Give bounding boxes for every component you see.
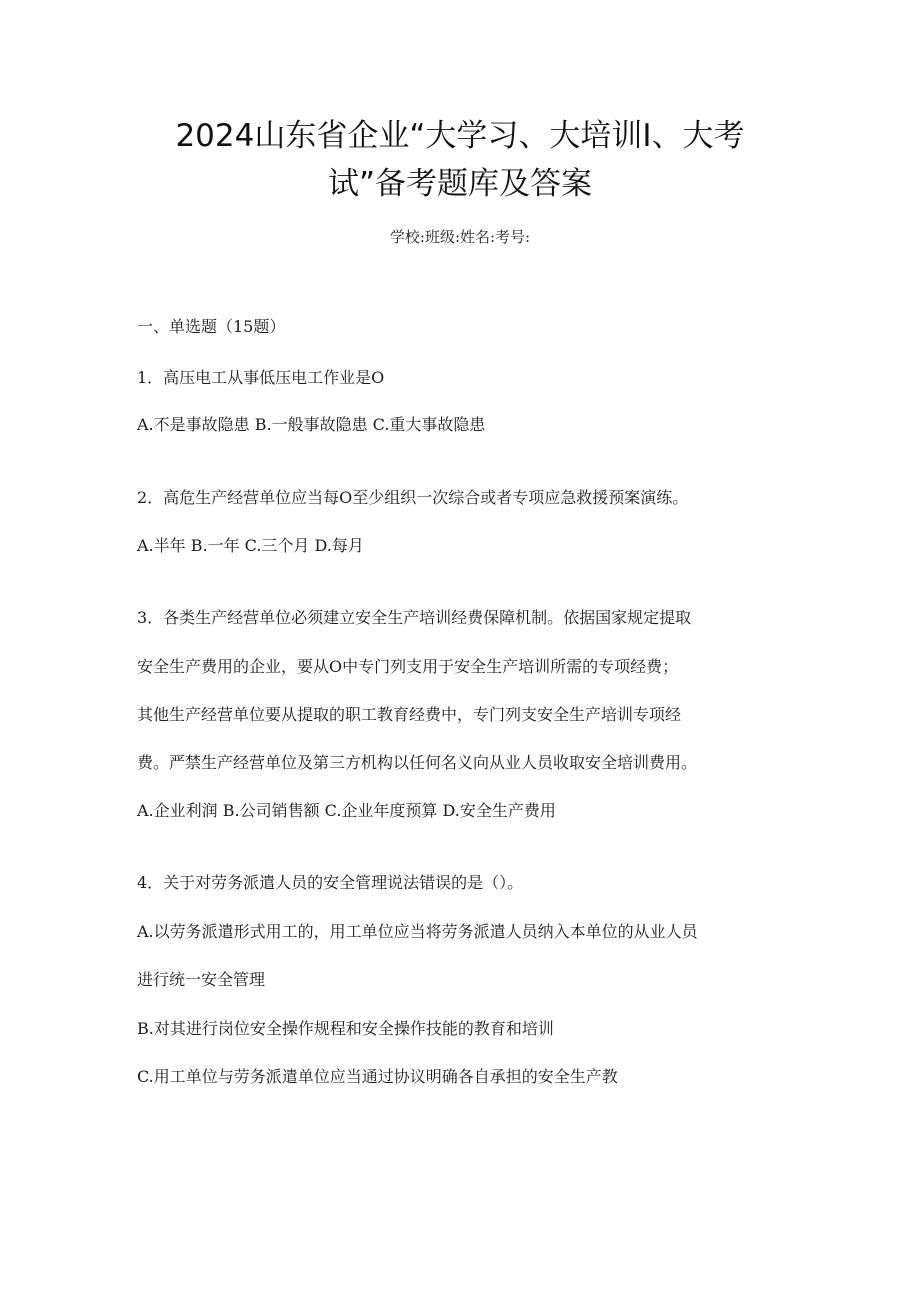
question-2-options: A.半年 B.一年 C.三个月 D.每月 bbox=[137, 536, 364, 555]
section-heading: 一、单选题（15题） bbox=[137, 317, 286, 336]
question-3-options: A.企业利润 B.公司销售额 C.企业年度预算 D.安全生产费用 bbox=[137, 801, 556, 820]
question-4-option-a-line-2: 进行统一安全管理 bbox=[137, 970, 266, 989]
question-4-text: 4．关于对劳务派遣人员的安全管理说法错误的是（）。 bbox=[137, 873, 524, 892]
question-3-text-line-3: 其他生产经营单位要从提取的职工教育经费中，专门列支安全生产培训专项经 bbox=[137, 705, 682, 724]
question-3-text-line-2: 安全生产费用的企业，要从O中专门列支用于安全生产培训所需的专项经费； bbox=[137, 657, 679, 676]
school-info-line: 学校:班级:姓名:考号: bbox=[389, 228, 531, 246]
question-4-option-c: C.用工单位与劳务派遣单位应当通过协议明确各自承担的安全生产教 bbox=[137, 1067, 618, 1086]
question-1-options: A.不是事故隐患 B.一般事故隐患 C.重大事故隐患 bbox=[137, 415, 486, 434]
document-title-line-1: 2024山东省企业“大学习、大培训I、大考 bbox=[175, 118, 745, 154]
question-4-option-a-line-1: A.以劳务派遣形式用工的，用工单位应当将劳务派遣人员纳入本单位的从业人员 bbox=[137, 922, 698, 941]
question-3-text-line-1: 3．各类生产经营单位必须建立安全生产培训经费保障机制。依据国家规定提取 bbox=[137, 608, 692, 627]
question-2-text: 2．高危生产经营单位应当每O至少组织一次综合或者专项应急救援预案演练。 bbox=[137, 488, 689, 507]
document-title-line-2: 试”备考题库及答案 bbox=[327, 166, 593, 202]
question-4-option-b: B.对其进行岗位安全操作规程和安全操作技能的教育和培训 bbox=[137, 1019, 554, 1038]
question-1-text: 1．高压电工从事低压电工作业是O bbox=[137, 368, 385, 387]
question-3-text-line-4: 费。严禁生产经营单位及第三方机构以任何名义向从业人员收取安全培训费用。 bbox=[137, 753, 698, 772]
